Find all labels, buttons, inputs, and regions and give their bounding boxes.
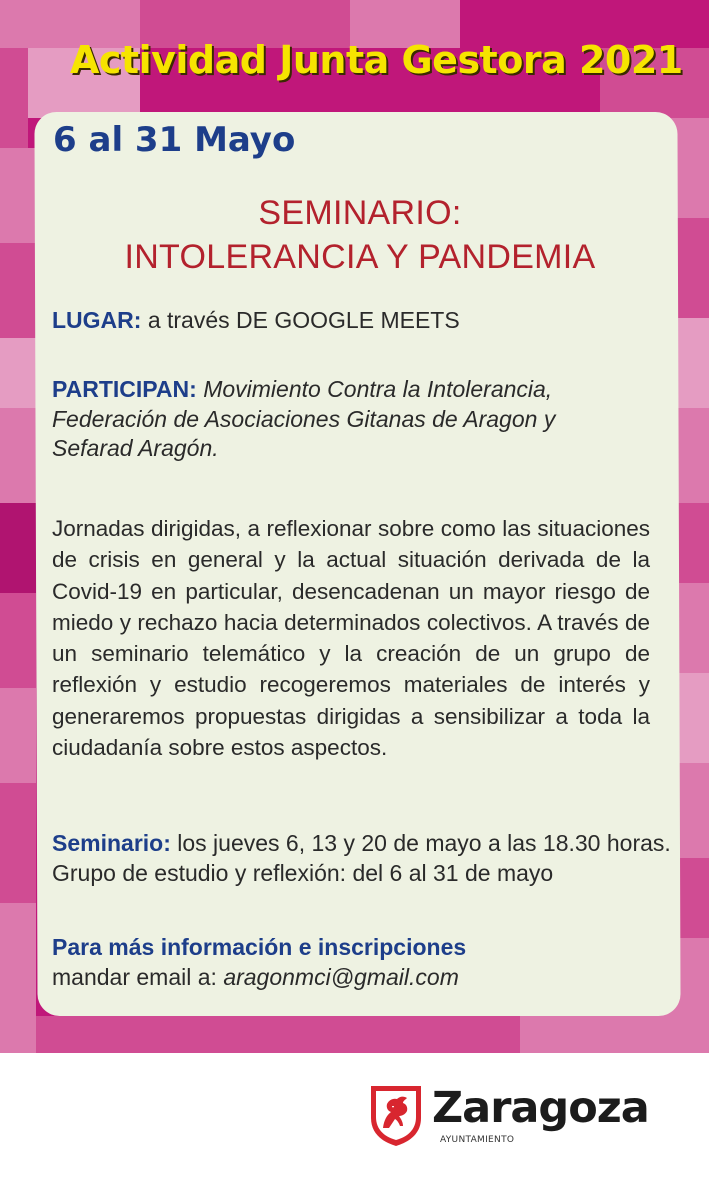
decor-tile xyxy=(36,1016,520,1053)
decor-tile xyxy=(0,593,36,688)
decor-tile xyxy=(0,408,36,503)
place-line xyxy=(52,306,652,336)
place-label: LUGAR: xyxy=(52,307,142,333)
event-date: 6 al 31 Mayo xyxy=(53,120,296,160)
participants-block xyxy=(52,375,612,464)
zaragoza-logo-text: Zaragoza xyxy=(432,1083,649,1133)
decor-tile xyxy=(0,243,36,338)
email-link[interactable]: aragonmci@gmail.com xyxy=(223,963,459,990)
decor-tile xyxy=(0,503,36,593)
place-value: a través DE GOOGLE MEETS xyxy=(141,307,460,333)
participants-value: Movimiento Contra la Intolerancia, Federación de Asociaciones Gitanas de Aragon y Sefarad Aragón. xyxy=(52,376,556,461)
decor-tile xyxy=(0,48,28,148)
event-title xyxy=(40,191,680,279)
seminar-label: Seminario: xyxy=(52,830,171,856)
contact-block xyxy=(52,933,672,992)
decor-tile xyxy=(0,338,36,408)
decor-tile xyxy=(0,783,36,903)
study-group-line: Grupo de estudio y reflexión: del 6 al 31 de mayo xyxy=(52,859,554,886)
event-title-line1: SEMINARIO: xyxy=(258,194,462,232)
decor-tile xyxy=(0,688,36,783)
zaragoza-logo-sub: AYUNTAMIENTO xyxy=(440,1135,515,1145)
info-label: Para más información e inscripciones xyxy=(52,934,467,960)
schedule-block xyxy=(52,829,672,888)
zaragoza-lion-shield-icon xyxy=(369,1084,423,1148)
decor-tile xyxy=(0,903,36,1053)
event-description: Jornadas dirigidas, a reflexionar sobre como las situaciones de crisis en general y la actual situación derivada de la Covid-19 en particular, desencadenan un mayor riesgo de miedo y rechazo hacia determinados colectivos. A través de un seminario telemático y la creación de un grupo de reflexión y estudio recogeremos materiales de interés y generaremos propuestas dirigidas a sensibilizar a toda la ciudadanía sobre estos aspectos. xyxy=(52,516,650,761)
decor-tile xyxy=(0,148,36,243)
event-title-line2: INTOLERANCIA Y PANDEMIA xyxy=(124,238,596,276)
seminar-value: los jueves 6, 13 y 20 de mayo a las 18.30 horas. xyxy=(170,830,671,856)
participants-label: PARTICIPAN: xyxy=(52,376,197,402)
page-title: Actividad Junta Gestora 2021 xyxy=(70,38,683,82)
email-prefix: mandar email a: xyxy=(52,963,224,990)
